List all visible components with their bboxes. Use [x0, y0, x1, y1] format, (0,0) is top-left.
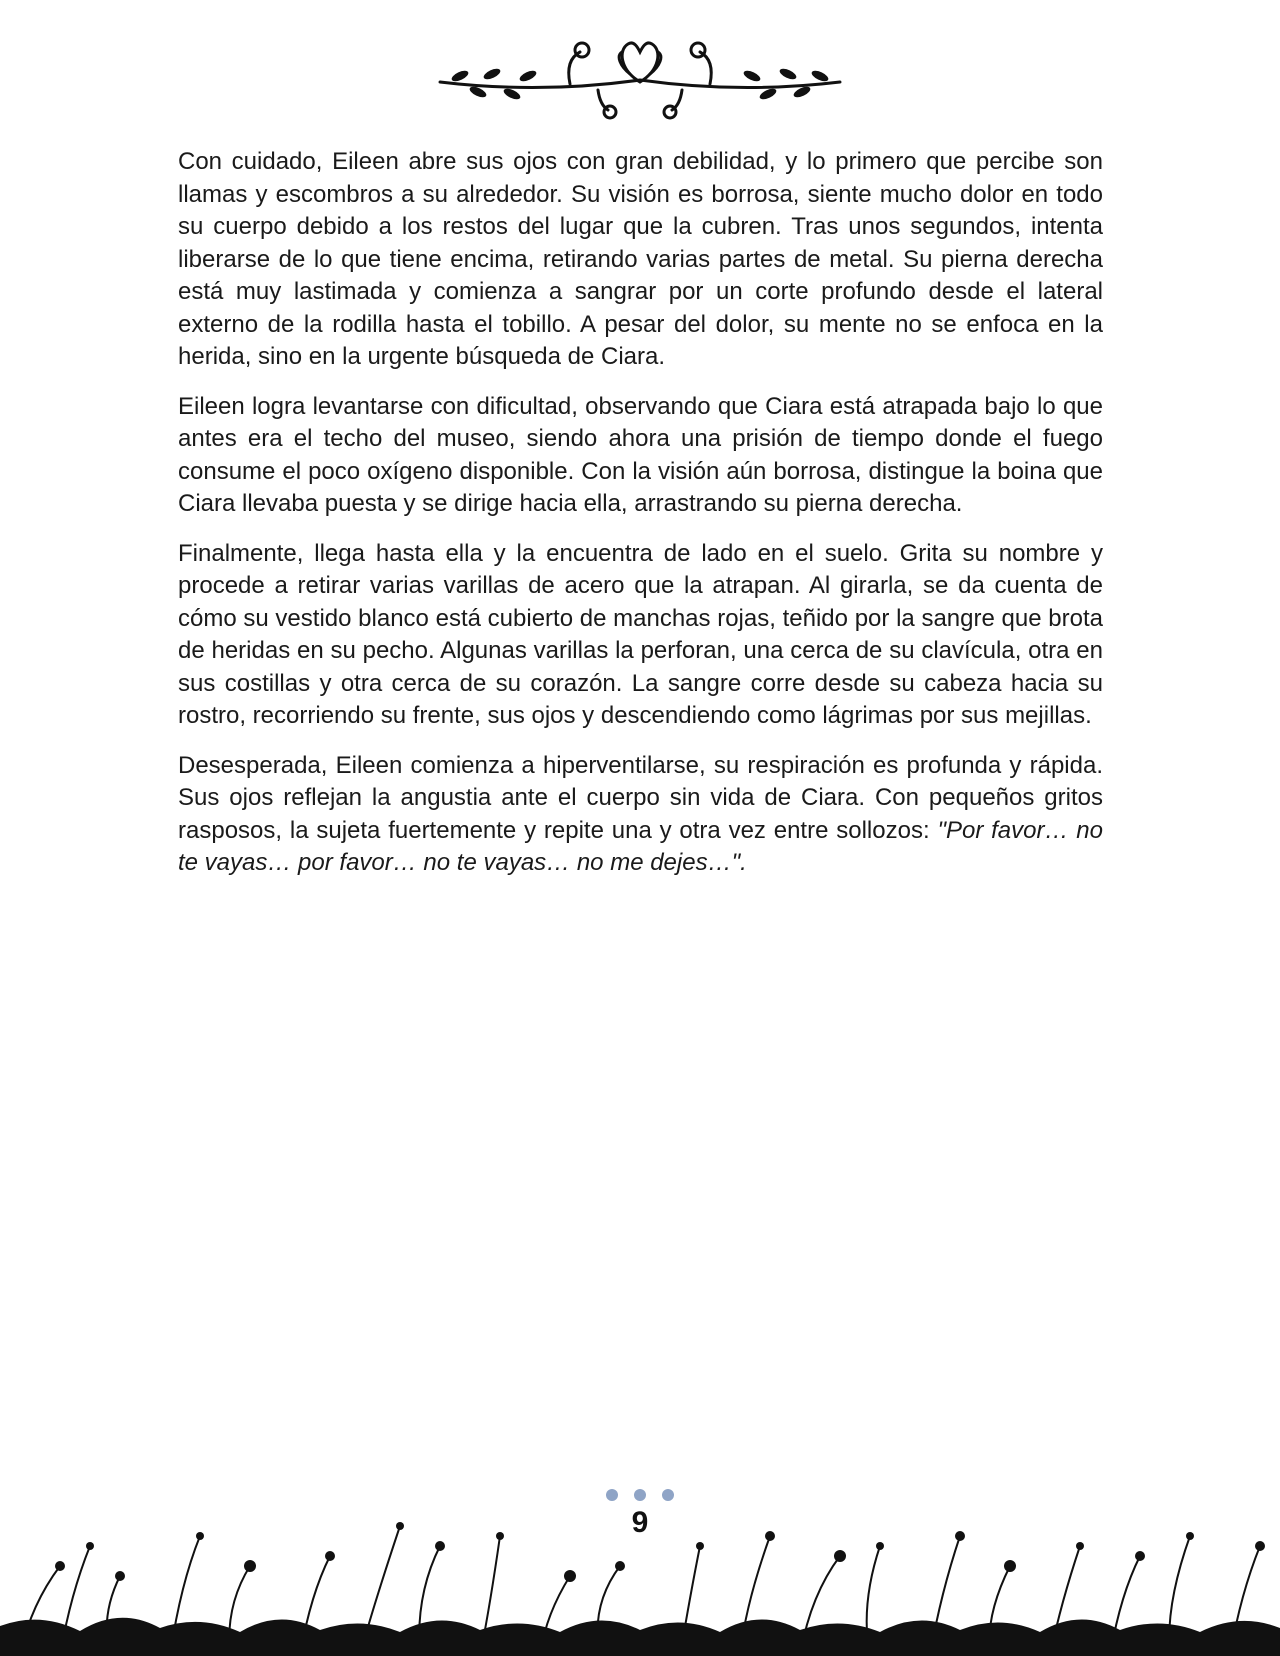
floral-vine-ornament-icon — [420, 30, 860, 120]
decorative-dots — [0, 1488, 1280, 1502]
paragraph-4-text: Desesperada, Eileen comienza a hiperventilarse, su respiración es profunda y rápida. Sus ojos reflejan la angustia ante el cuerpo sin vida de Ciara. Con pequeños gritos rasposos, la sujeta fuertemente y repite una y otra vez entre sollozos: — [178, 751, 1103, 844]
paragraph-1: Con cuidado, Eileen abre sus ojos con gran debilidad, y lo primero que percibe son llamas y escombros a su alrededor. Su visión es borrosa, siente mucho dolor en todo su cuerpo debido a los restos del lugar que la cubren. Tras unos segundos, intenta liberarse de lo que tiene encima, retirando varias partes de metal. Su pierna derecha está muy lastimada y comienza a sangrar por un corte profundo desde el lateral externo de la rodilla hasta el tobillo. A pesar del dolor, su mente no se enfoca en la herida, sino en la urgente búsqueda de Ciara. — [178, 148, 1103, 370]
wildflower-meadow-silhouette-icon — [0, 1506, 1280, 1656]
dialogue-quote: "Por favor… no te vayas… por favor… no te vayas… no me dejes…". — [178, 816, 1103, 876]
page-number: 9 — [631, 1506, 649, 1539]
dot-icon — [606, 1489, 618, 1501]
dot-icon — [634, 1489, 646, 1501]
paragraph-3: Finalmente, llega hasta ella y la encuentra de lado en el suelo. Grita su nombre y procede a retirar varias varillas de acero que la atrapan. Al girarla, se da cuenta de cómo su vestido blanco está cubierto de manchas rojas, teñido por la sangre que brota de heridas en su pecho. Algunas varillas la perforan, una cerca de su clavícula, otra en sus costillas y otra cerca de su corazón. La sangre corre desde su cabeza hacia su rostro, recorriendo su frente, sus ojos y descendiendo como lágrimas por sus mejillas. — [178, 539, 1103, 729]
dot-icon — [662, 1489, 674, 1501]
body-text — [178, 146, 1103, 897]
paragraph-4 — [178, 750, 1103, 880]
paragraph-2: Eileen logra levantarse con dificultad, observando que Ciara está atrapada bajo lo que antes era el techo del museo, siendo ahora una prisión de tiempo donde el fuego consume el poco oxígeno disponible. Con la visión aún borrosa, distingue la boina que Ciara llevaba puesta y se dirige hacia ella, arrastrando su pierna derecha. — [178, 392, 1103, 517]
